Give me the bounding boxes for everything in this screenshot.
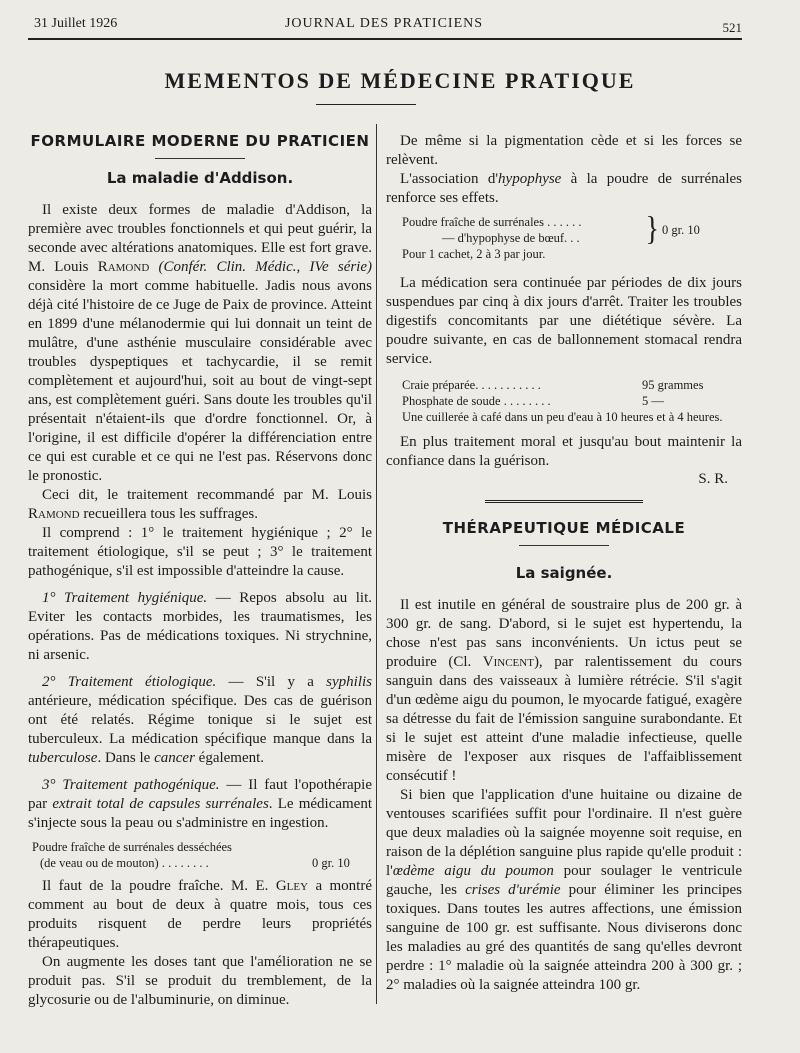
section-rule — [519, 545, 609, 546]
paragraph: Il comprend : 1° le traitement hygiénique ; 2° le traitement étiologique, s'il se peut ; 3° le traitement pathogénique, s'il est impossible d'atteindre la cause. — [28, 525, 372, 579]
author-name: Ramond — [28, 506, 80, 522]
column-divider — [376, 124, 377, 1004]
left-column — [28, 132, 372, 1010]
treatment-label: 3° Traitement pathogénique. — [42, 777, 220, 793]
brace: } — [645, 210, 659, 248]
paragraph: De même si la pigmentation cède et si les forces se relèvent. — [386, 133, 742, 168]
reference: (Confér. Clin. Médic., IVe série) — [158, 259, 373, 275]
dose: 5 — — [642, 394, 664, 408]
paragraph: Il est inutile en général de soustraire plus de 200 gr. à 300 gr. de sang. D'abord, si le sujet est hypertendu, la chose n'est pas sans inconvénients. Un ictus peut se produire (Cl. Vincent), par ralentissement du cours sanguin dans des vaisseaux à lumière rétrécie. S'il s'agit d'un œdème aigu du poumon, le myocarde fatigué, exagère sa détresse du fait de l'émission sanguine surabondante. Et si le sujet est atteint d'une maladie infectieuse, quelle misère de l'exposer aux risques de l'affaiblissement consécutif ! — [386, 597, 743, 784]
paragraph: 3° Traitement pathogénique. — Il faut l'opothérapie par extrait total de capsules surrénales. Le médicament s'injecte sous la peau ou s'administre en ingestion. — [28, 777, 373, 831]
right-column — [386, 132, 742, 995]
title-rule — [316, 104, 416, 105]
issue-date: 31 Juillet 1926 — [34, 16, 118, 31]
treatment-label: 1° Traitement hygiénique. — [42, 590, 208, 606]
article-title-saignee: La saignée. — [515, 564, 613, 582]
paragraph: En plus traitement moral et jusqu'au bout maintenir la confiance dans la guérison. — [386, 434, 742, 469]
article-title-addison: La maladie d'Addison. — [106, 169, 294, 187]
paragraph: Il faut de la poudre fraîche. M. E. Gley a montré comment au bout de deux à quatre mois, tous ces produits risquent de perdre leurs propriétés thérapeutiques. — [28, 878, 373, 951]
section-separator — [485, 500, 643, 503]
paragraph: Si bien que l'application d'une huitaine ou dizaine de ventouses scarifiées suffit pour l'ordinaire. Il n'est guère que deux maladies où la saignée moyenne soit requise, en raison de la déplétion sanguine plus rapide qu'elle produit : l'œdème aigu du poumon pour soulager le ventricule gauche, les crises d'urémie pour éliminer les principes toxiques. Dans toutes les autres affections, une émission sanguine de 100 gr. est suffisante. Nous diviserons donc les maladies au gré des quantités de sang qu'elles devront perdre : 1° maladie où la saignée atteindra 200 à 300 gr. ; 2° maladies où la saignée atteindra 100 gr. — [386, 787, 743, 993]
treatment-label: 2° Traitement étiologique. — [42, 674, 217, 690]
page-title: MEMENTOS DE MÉDECINE PRATIQUE — [164, 68, 636, 93]
paragraph: L'association d'hypophyse à la poudre de surrénales renforce ses effets. — [386, 171, 742, 206]
header-rule — [28, 38, 742, 40]
prescription-formula: Poudre fraîche de surrénales . . . . . . — d'hypophyse de bœuf. . . } 0 gr. 10 Pour 1 cachet, 2 à 3 par jour. — [402, 214, 742, 262]
paragraph: Il existe deux formes de maladie d'Addison, la première avec troubles fonctionnels et qui peut guérir, la seconde avec altérations anatomiques. Elle est fort grave. M. Louis Ramond (Confér. Clin. Médic., IVe série) considère la mort comme habituelle. Jadis nous avons déjà cité l'histoire de ce Juge de Paix de province. Atteint en 1899 d'une mélanodermie qui lui donnait un teint de mulâtre, d'une asthénie musculaire considérable avec troubles dyspeptiques et tachycardie, il se remit complètement et aujourd'hui, soit au bout de vingt-sept ans, est complètement guéri. Sans doute les troubles qu'il présentait n'étaient-ils que d'ordre fonctionnel. Or, à l'origine, il est difficile d'opérer la différenciation entre ce qui est curable et ce qui ne l'est pas. Réservons donc le pronostic. — [28, 202, 373, 484]
section-title-therapeutique: THÉRAPEUTIQUE MÉDICALE — [442, 519, 686, 537]
journal-name: JOURNAL DES PRATICIENS — [284, 16, 484, 31]
section-title-formulaire: FORMULAIRE MODERNE DU PRATICIEN — [30, 132, 370, 150]
page-number: 521 — [722, 20, 742, 35]
running-header — [26, 16, 742, 38]
prescription-formula: Craie préparée. . . . . . . . . . . 95 grammes Phosphate de soude . . . . . . . . 5 — Une cuillerée à café dans un peu d'eau à 10 heures et à 4 heures. — [402, 377, 742, 425]
dose: 95 grammes — [642, 378, 704, 392]
prescription-formula: Poudre fraîche de surrénales desséchées (de veau ou de mouton) . . . . . . . . 0 gr. 10 — [32, 839, 372, 871]
paragraph: 1° Traitement hygiénique. — Repos absolu au lit. Eviter les contacts morbides, les traumatismes, les opérations. Pas de médications toxiques. Ni strychnine, ni arsenic. — [28, 590, 373, 663]
section-rule — [155, 158, 245, 159]
paragraph: 2° Traitement étiologique. — S'il y a syphilis antérieure, médication spécifique. Des cas de guérison ont été relatés. Régime tonique si le sujet est tuberculeux. La médication spécifique manque dans la tuberculose. Dans le cancer également. — [28, 674, 372, 766]
author-name: Gley — [275, 878, 309, 894]
paragraph: Ceci dit, le traitement recommandé par M. Louis Ramond recueillera tous les suffrages. — [28, 487, 372, 522]
signature: S. R. — [698, 471, 728, 487]
author-name: Vincent — [482, 654, 534, 670]
paragraph: On augmente les doses tant que l'amélioration ne se produit pas. S'il se produit du tremblement, de la glycosurie ou de l'albuminurie, on diminue. — [28, 954, 372, 1008]
dose: 0 gr. 10 — [662, 223, 700, 237]
paragraph: La médication sera continuée par périodes de dix jours suspendues par cinq à dix jours d'arrêt. Traiter les troubles digestifs concomitants par une diététique sévère. La poudre suivante, en cas de ballonnement stomacal rendra service. — [386, 275, 742, 367]
author-name: Ramond — [97, 259, 150, 275]
dose: 0 gr. 10 — [312, 856, 350, 870]
